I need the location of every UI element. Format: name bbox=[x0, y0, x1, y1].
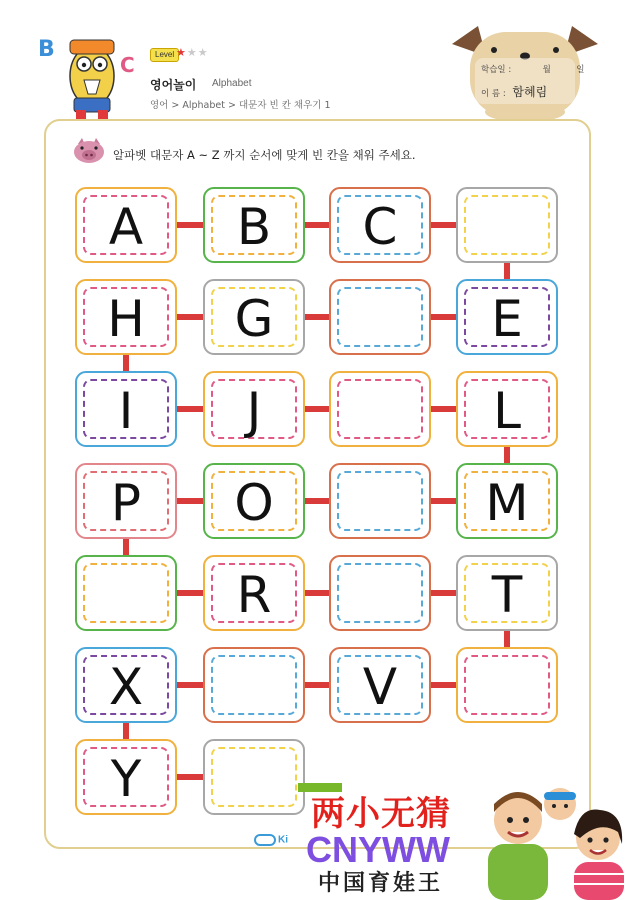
letter-box-a bbox=[75, 187, 177, 263]
svg-text:B: B bbox=[38, 37, 55, 62]
breadcrumb: 영어 > Alphabet > 대문자 빈 칸 채우기 1 bbox=[150, 100, 331, 111]
connector-line bbox=[305, 222, 329, 228]
blank-letter-box[interactable] bbox=[329, 555, 431, 631]
watermark-brand: CNYWW bbox=[306, 829, 450, 870]
connector-line bbox=[123, 723, 129, 739]
letter-text: T bbox=[491, 566, 523, 624]
blank-letter-box[interactable] bbox=[456, 647, 558, 723]
connector-line bbox=[431, 682, 456, 688]
letter-text bbox=[331, 557, 429, 629]
connector-line bbox=[431, 314, 456, 320]
footer-logo bbox=[254, 834, 288, 846]
blank-letter-box[interactable] bbox=[203, 647, 305, 723]
connector-line bbox=[123, 355, 129, 371]
letter-text: B bbox=[236, 198, 272, 256]
page-subtitle: Alphabet bbox=[212, 78, 252, 89]
connector-line bbox=[177, 222, 203, 228]
blank-letter-box[interactable] bbox=[203, 739, 305, 815]
watermark-subtitle: 中国育娃王 bbox=[318, 871, 444, 896]
kids-illustration-icon bbox=[470, 782, 636, 900]
blank-letter-box[interactable] bbox=[329, 463, 431, 539]
letter-text: Y bbox=[110, 750, 142, 808]
letter-text: J bbox=[246, 382, 262, 440]
page-title: 영어놀이 bbox=[150, 78, 197, 92]
letter-box-c bbox=[329, 187, 431, 263]
level-stars bbox=[176, 46, 209, 59]
letter-text: V bbox=[362, 658, 398, 716]
letter-text: L bbox=[493, 382, 521, 440]
name-label: 이 름 : bbox=[481, 89, 506, 99]
student-name-field bbox=[481, 83, 547, 100]
letter-text: O bbox=[234, 474, 274, 532]
study-date-field bbox=[481, 63, 584, 75]
connector-line bbox=[177, 314, 203, 320]
letter-text: R bbox=[236, 566, 272, 624]
blank-letter-box[interactable] bbox=[329, 371, 431, 447]
letter-box-e bbox=[456, 279, 558, 355]
letter-text: C bbox=[362, 198, 398, 256]
letter-text bbox=[331, 373, 429, 445]
watermark-title: 两小无猜 bbox=[311, 794, 451, 834]
letter-box-b bbox=[203, 187, 305, 263]
footer-logo-text: Ki bbox=[278, 834, 288, 846]
connector-line bbox=[177, 498, 203, 504]
connector-line bbox=[504, 447, 510, 463]
connector-line bbox=[504, 631, 510, 647]
letter-box-l bbox=[456, 371, 558, 447]
letter-box-o bbox=[203, 463, 305, 539]
pig-icon bbox=[72, 138, 106, 164]
svg-text:C: C bbox=[120, 53, 135, 77]
letter-text: E bbox=[491, 290, 523, 348]
letter-box-t bbox=[456, 555, 558, 631]
connector-line bbox=[177, 774, 203, 780]
abc-mascot-icon bbox=[36, 28, 146, 120]
letter-box-i bbox=[75, 371, 177, 447]
letter-text: A bbox=[108, 198, 144, 256]
student-name: 함혜림 bbox=[512, 85, 548, 99]
instruction-text: 알파벳 대문자 A ~ Z 까지 순서에 맞게 빈 칸을 채워 주세요. bbox=[113, 148, 416, 162]
cloud-icon bbox=[254, 834, 276, 846]
letter-box-v bbox=[329, 647, 431, 723]
letter-box-x bbox=[75, 647, 177, 723]
letter-box-m bbox=[456, 463, 558, 539]
letter-text: X bbox=[108, 658, 144, 716]
connector-line bbox=[305, 406, 329, 412]
connector-line bbox=[305, 314, 329, 320]
month-label: 월 bbox=[542, 65, 551, 75]
letter-text bbox=[458, 649, 556, 721]
letter-text: P bbox=[110, 474, 142, 532]
letter-text bbox=[205, 741, 303, 813]
connector-line bbox=[431, 222, 456, 228]
connector-line bbox=[504, 263, 510, 279]
letter-text: G bbox=[234, 290, 274, 348]
letter-text: I bbox=[118, 382, 134, 440]
letter-text bbox=[331, 281, 429, 353]
letter-text bbox=[458, 189, 556, 261]
connector-line bbox=[305, 498, 329, 504]
letter-text: M bbox=[485, 474, 529, 532]
connector-line bbox=[177, 682, 203, 688]
connector-line bbox=[177, 590, 203, 596]
letter-box-p bbox=[75, 463, 177, 539]
star-filled-icon: ★ bbox=[176, 46, 187, 59]
letter-text bbox=[205, 649, 303, 721]
letter-box-h bbox=[75, 279, 177, 355]
star-empty-icon: ★ bbox=[186, 46, 198, 59]
star-empty-icon: ★ bbox=[197, 46, 209, 59]
letter-text bbox=[331, 465, 429, 537]
connector-line bbox=[431, 498, 456, 504]
connector-line bbox=[305, 682, 329, 688]
letter-text bbox=[77, 557, 175, 629]
connector-line bbox=[431, 406, 456, 412]
blank-letter-box[interactable] bbox=[329, 279, 431, 355]
date-label: 학습일 : bbox=[481, 65, 512, 75]
connector-line bbox=[305, 590, 329, 596]
letter-box-j bbox=[203, 371, 305, 447]
blank-letter-box[interactable] bbox=[75, 555, 177, 631]
letter-box-g bbox=[203, 279, 305, 355]
level-badge: Level bbox=[150, 48, 179, 62]
letter-box-y bbox=[75, 739, 177, 815]
day-label: 일 bbox=[576, 65, 585, 75]
letter-box-r bbox=[203, 555, 305, 631]
blank-letter-box[interactable] bbox=[456, 187, 558, 263]
connector-line bbox=[123, 539, 129, 555]
connector-line bbox=[431, 590, 456, 596]
connector-line bbox=[177, 406, 203, 412]
letter-text: H bbox=[107, 290, 145, 348]
